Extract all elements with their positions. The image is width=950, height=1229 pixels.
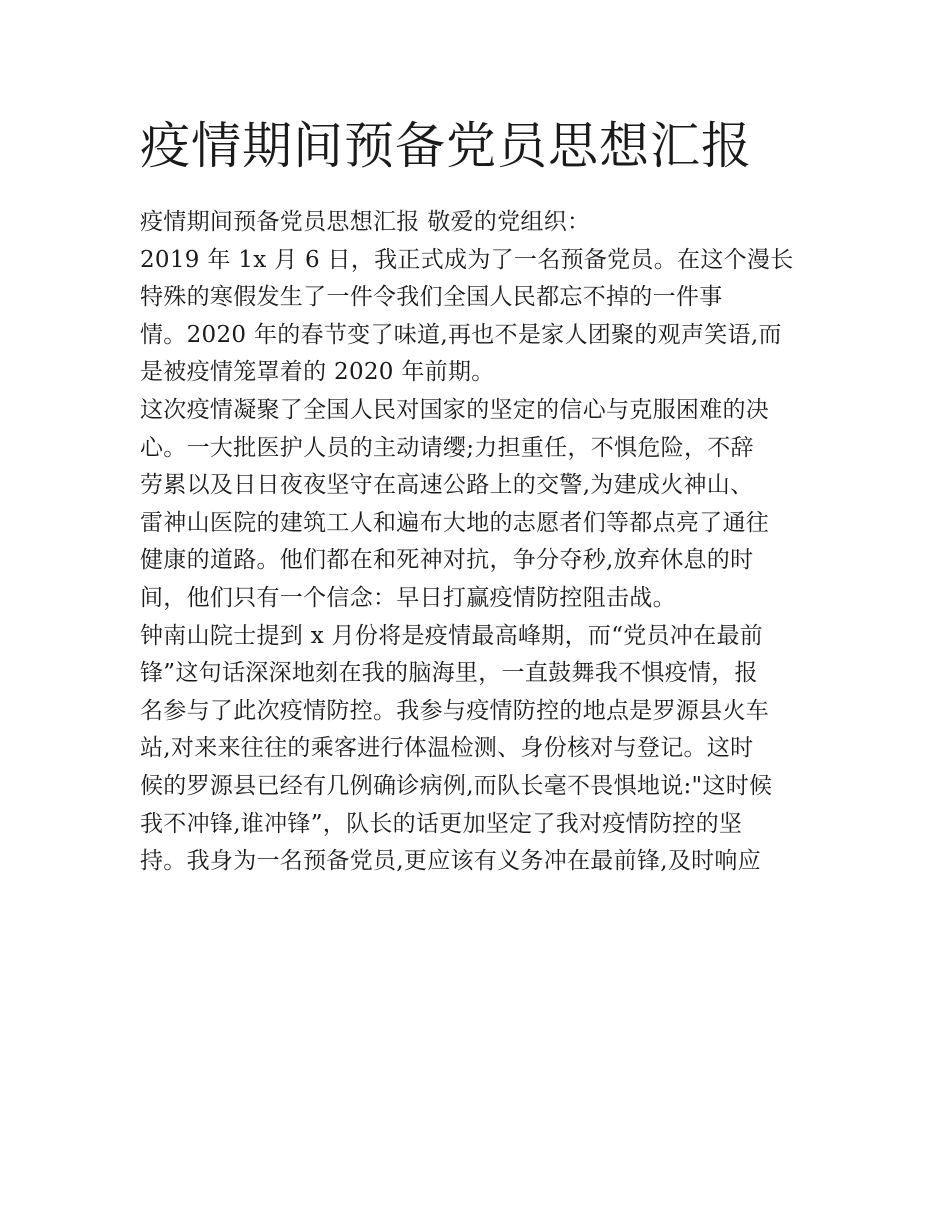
text-line-5: 是被疫情笼罩着的 2020 年前期。 [140,359,495,386]
text-line-2: 2019 年 1x 月 6 日，我正式成为了一名预备党员。在这个漫长 [140,246,794,273]
text-line-16: 候的罗源县已经有几例确诊病例,而队长毫不畏惧地说:"这时候 [140,772,773,799]
document-title: 疫情期间预备党员思想汇报 [140,117,752,175]
text-line-13: 锋”这句话深深地刻在我的脑海里，一直鼓舞我不惧疫情，报 [140,660,758,687]
text-line-6: 这次疫情凝聚了全国人民对国家的坚定的信心与克服困难的决 [140,396,770,423]
text-line-4: 情。2020 年的春节变了味道,再也不是家人团聚的观声笑语,而 [140,321,782,348]
text-line-15: 站,对来来往往的乘客进行体温检测、身份核对与登记。这时 [140,735,754,762]
text-line-7: 心。一大批医护人员的主动请缨;力担重任，不惧危险，不辞 [140,434,754,461]
body-text [140,204,820,881]
text-line-14: 名参与了此次疫情防控。我参与疫情防控的地点是罗源县火车 [140,697,770,724]
text-line-12: 钟南山院士提到 x 月份将是疫情最高峰期，而“党员冲在最前 [140,622,764,649]
text-line-9: 雷神山医院的建筑工人和遍布大地的志愿者们等都点亮了通往 [140,509,770,536]
text-line-17: 我不冲锋,谁冲锋”，队长的话更加坚定了我对疫情防控的坚 [140,810,743,837]
text-line-8: 劳累以及日日夜夜坚守在高速公路上的交警,为建成火神山、 [140,472,754,499]
text-line-10: 健康的道路。他们都在和死神对抗，争分夺秒,放弃休息的时 [140,547,754,574]
text-line-3: 特殊的寒假发生了一件令我们全国人民都忘不掉的一件事 [140,284,723,311]
document-page [140,110,820,881]
text-line-1: 疫情期间预备党员思想汇报 敬爱的党组织： [140,209,591,235]
text-line-18: 持。我身为一名预备党员,更应该有义务冲在最前锋,及时响应 [140,848,762,875]
text-line-11: 间，他们只有一个信念：早日打赢疫情防控阻击战。 [140,584,676,611]
